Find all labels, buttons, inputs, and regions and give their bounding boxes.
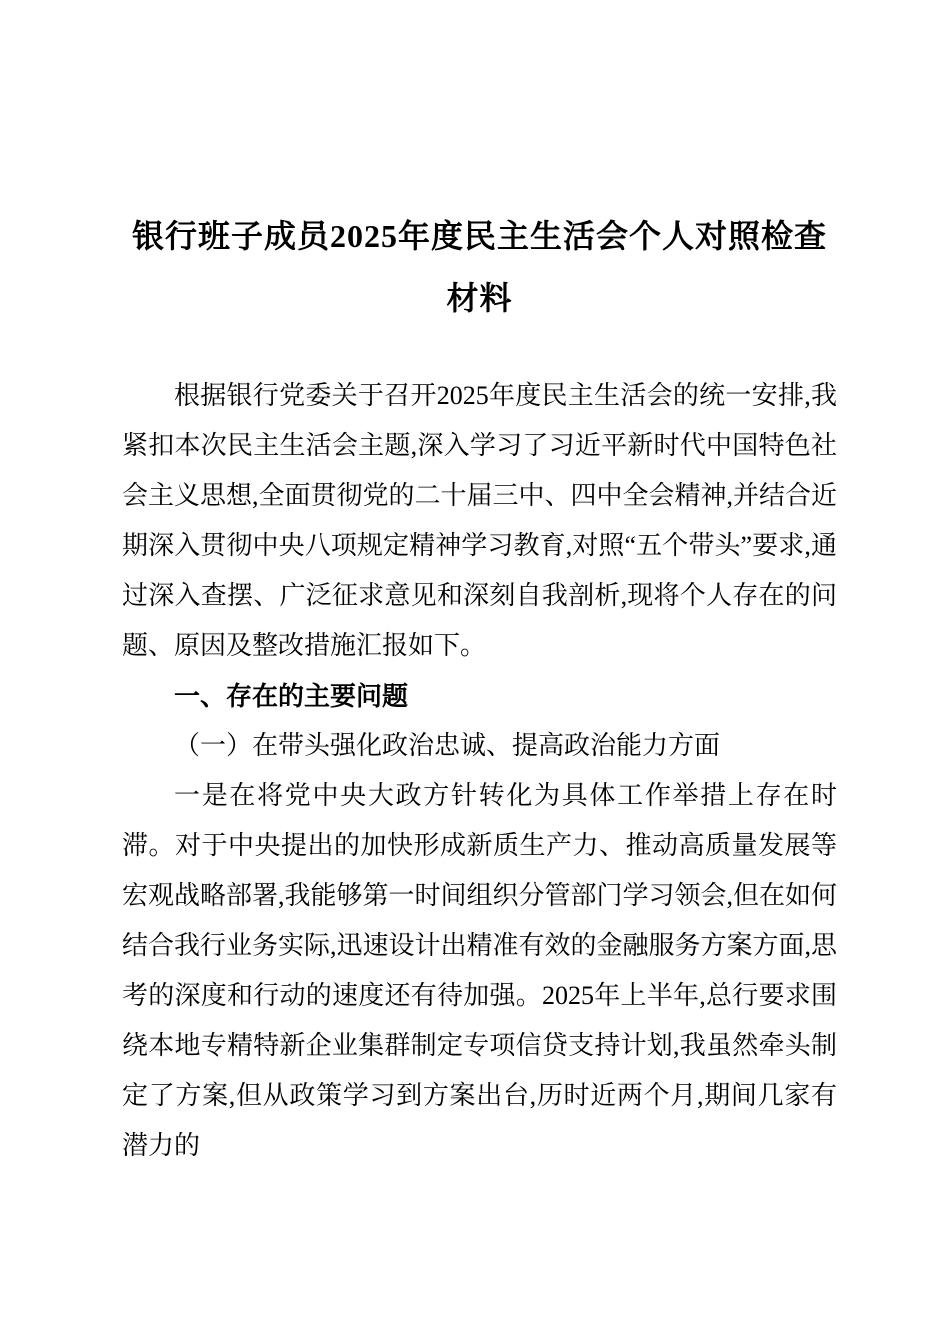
section-heading-main-problems: 一、存在的主要问题 — [174, 681, 409, 711]
intro-paragraph: 根据银行党委关于召开2025年度民主生活会的统一安排,我紧扣本次民主生活会主题,深入学习了习近平新时代中国特色社会主义思想,全面贯彻党的二十届三中、四中全会精神,并结合近期深入贯彻中央八项规定精神学习教育,对照“五个带头”要求,通过深入查摆、广泛征求意见和深刻自我剖析,现将个人存在的问题、原因及整改措施汇报如下。 — [122, 381, 838, 660]
document-title: 银行班子成员2025年度民主生活会个人对照检查材料 — [131, 218, 827, 316]
subsection-paragraph: 一是在将党中央大政方针转化为具体工作举措上存在时滞。对于中央提出的加快形成新质生产力、推动高质量发展等宏观战略部署,我能够第一时间组织分管部门学习领会,但在如何结合我行业务实际,迅速设计出精准有效的金融服务方案方面,思考的深度和行动的速度还有待加强。2025年上半年,总行要求围绕本地专精特新企业集群制定专项信贷支持计划,我虽然牵头制定了方案,但从政策学习到方案出台,历时近两个月,期间几家有潜力的 — [122, 781, 838, 1160]
subsection-heading-political-loyalty: （一）在带头强化政治忠诚、提高政治能力方面 — [174, 731, 721, 760]
